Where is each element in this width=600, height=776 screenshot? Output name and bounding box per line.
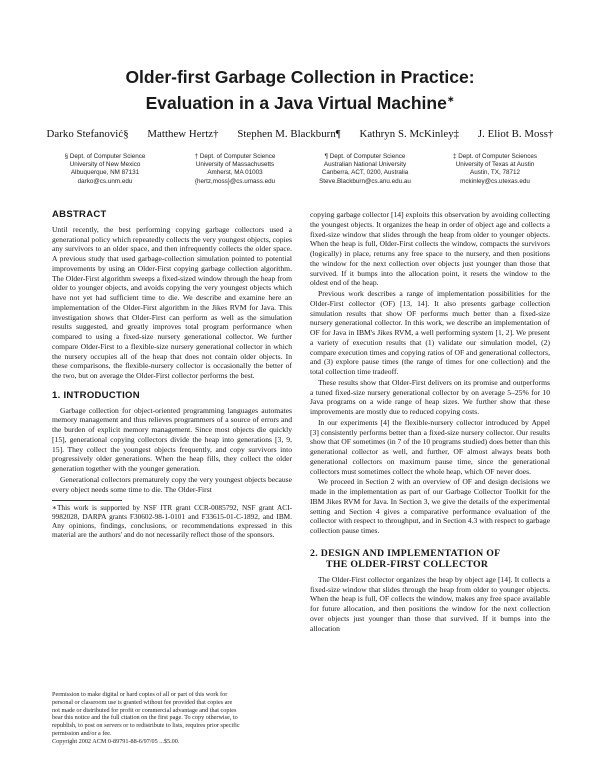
author-list: [0, 128, 600, 140]
intro-paragraph: Garbage collection for object-oriented programming languages automates memory management and thus relieves programmers of a source of errors and the burden of explicit memory management. Since most objects die quickly [15], generational copying collectors divide the heap into generations [3, 9, 15]. They collect the youngest objects frequently, and copy survivors into progressively older generations. When the heap fills, they collect the older generation together with the younger generation.: [52, 405, 292, 473]
affiliation-umass: † Dept. of Computer Science University of Massachusetts Amherst, MA 01003 {hertz,moss}@cs.umass.edu: [194, 153, 276, 185]
intro-paragraph: We proceed in Section 2 with an overview of OF and design decisions we made in the implementation as part of our Garbage Collector Toolkit for the IBM Jikes RVM for Java. In Section 3, we give the details of the experimental setting and Section 4 gives a comparative performance evaluation of the collector with respect to throughput, and in Section 4.3 with respect to garbage collection pause times.: [310, 477, 550, 535]
affiliation-utexas: ‡ Dept. of Computer Sciences University of Texas at Austin Austin, TX, 78712 mckinley@cs.utexas.edu: [453, 153, 537, 185]
author: Stephen M. Blackburn¶: [237, 128, 341, 140]
introduction-heading: 1. INTRODUCTION: [52, 389, 140, 401]
section-2-paragraph: The Older-First collector organizes the heap by object age [14]. It collects a fixed-size window that slides through the heap from older to younger objects. When the heap is full, OF collects the window, makes any free space available for future allocation, and then positions the window for the next collection over objects just younger than those that survived. If it bumps into the allocation: [310, 574, 550, 633]
section-2-heading: 2. DESIGN AND IMPLEMENTATION OF THE OLDER-FIRST COLLECTOR: [310, 547, 501, 570]
intro-paragraph: copying garbage collector [14] exploits this observation by avoiding collecting the youngest objects. It organizes the heap in order of object age and collects a fixed-size window that slides through the heap from older to younger objects. When the heap is full, Older-First collects the window, compacts the survivors (logically) in place, returns any free space to the nursery, and then positions the window for the next collection over objects just younger than those that survived. If it bumps into the allocation point, it resets the window to the oldest end of the heap.: [310, 210, 550, 288]
funding-footnote: ∗This work is supported by NSF ITR grant CCR-0085792, NSF grant ACI-9982028, DARPA grants F30602-98-1-0101 and F33615-01-C-1892, and IBM. Any opinions, findings, conclusions, or recommendations expressed in this material are the authors' and do not necessarily reflect those of the sponsors.: [52, 503, 292, 540]
author: Matthew Hertz†: [147, 128, 219, 140]
affiliation-unm: § Dept. of Computer Science University of New Mexico Albuquerque, NM 87131 darko@cs.unm.edu: [64, 153, 146, 185]
title-line-2: Evaluation in a Java Virtual Machine∗: [145, 92, 455, 113]
intro-paragraph: Previous work describes a range of implementation possibilities for the Older-First collector (OF) [13, 14]. It also presents garbage collection simulation results that show OF performs much better than a fixed-size nursery generational collector. In this work, we describe an implementation of OF for Java in IBM's Jikes RVM, a well performing system [1, 2]. We present a variety of execution results that (1) validate our simulation model, (2) compare execution times and copying ratios of OF and generational collectors, and (3) explore pause times (the range of times for one collection) and the total collection time tradeoff.: [310, 289, 550, 376]
intro-paragraph: Generational collectors prematurely copy the very youngest objects because every object needs some time to die. The Older-First: [52, 474, 292, 494]
right-column: [310, 210, 550, 633]
left-column: [52, 210, 292, 539]
intro-paragraph: These results show that Older-First delivers on its promise and outperforms a tuned fixed-size nursery generational collector by on average 5–25% for 10 Java programs on a wide range of heap sizes. We further show that these improvements are mostly due to reduced copying costs.: [310, 377, 550, 416]
title-footnote-mark: ∗: [446, 94, 455, 104]
abstract-text: Until recently, the best performing copying garbage collectors used a generational policy which repeatedly collects the very youngest objects, copies any survivors to an older space, and then infrequently collects the older space. A previous study that used garbage-collection simulation pointed to potential improvements by using an Older-First copying garbage collection algorithm. The Older-First algorithm sweeps a fixed-sized window through the heap from older to younger objects, and avoids copying the very youngest objects which have not yet had sufficient time to die. We describe and examine here an implementation of the Older-First algorithm in the Jikes RVM for Java. This investigation shows that Older-First can perform as well as the simulation results suggested, and greatly improves total program performance when compared to using a fixed-size nursery generational collector. We further compare Older-First to a flexible-size nursery generational collector in which the nursery occupies all of the heap that does not contain older objects. In these comparisons, the flexible-nursery collector is occasionally the better of the two, but on average the Older-First collector performs the best.: [52, 224, 292, 380]
copyright-line: Copyright 2002 ACM 0-89791-88-6/97/05 ...$5.00.: [52, 737, 180, 745]
footnote-rule: [52, 500, 122, 501]
author: Kathryn S. McKinley‡: [359, 128, 460, 140]
affiliation-anu: ¶ Dept. of Computer Science Australian National University Canberra, ACT, 0200, Australia Steve.Blackburn@cs.anu.edu.au: [319, 153, 411, 185]
permission-notice: Permission to make digital or hard copies of all or part of this work for personal or classroom use is granted without fee provided that copies are not made or distributed for profit or commercial advantage and that copies bear this notice and the full citation on the first page. To copy otherwise, to republish, to post on servers or to redistribute to lists, requires prior specific permission and/or a fee. Copyright 2002 ACM 0-89791-88-6/97/05 ...$5.00.: [52, 691, 292, 746]
paper-title: [0, 66, 600, 114]
intro-paragraph: In our experiments [4] the flexible-nursery collector introduced by Appel [3] consistently performs better than a fixed-size nursery collector. Our results show that OF sometimes (in 7 of the 10 programs studied) does better than this generational collector as well, and further, OF almost always beats both generational collectors on maximum pause time, since the generational collectors must sometimes collect the whole heap, which OF never does.: [310, 417, 551, 476]
title-line-1: Older-first Garbage Collection in Practice:: [125, 67, 475, 87]
author: Darko Stefanović§: [46, 128, 129, 140]
abstract-heading: ABSTRACT: [52, 209, 107, 220]
author: J. Eliot B. Moss†: [477, 128, 554, 140]
